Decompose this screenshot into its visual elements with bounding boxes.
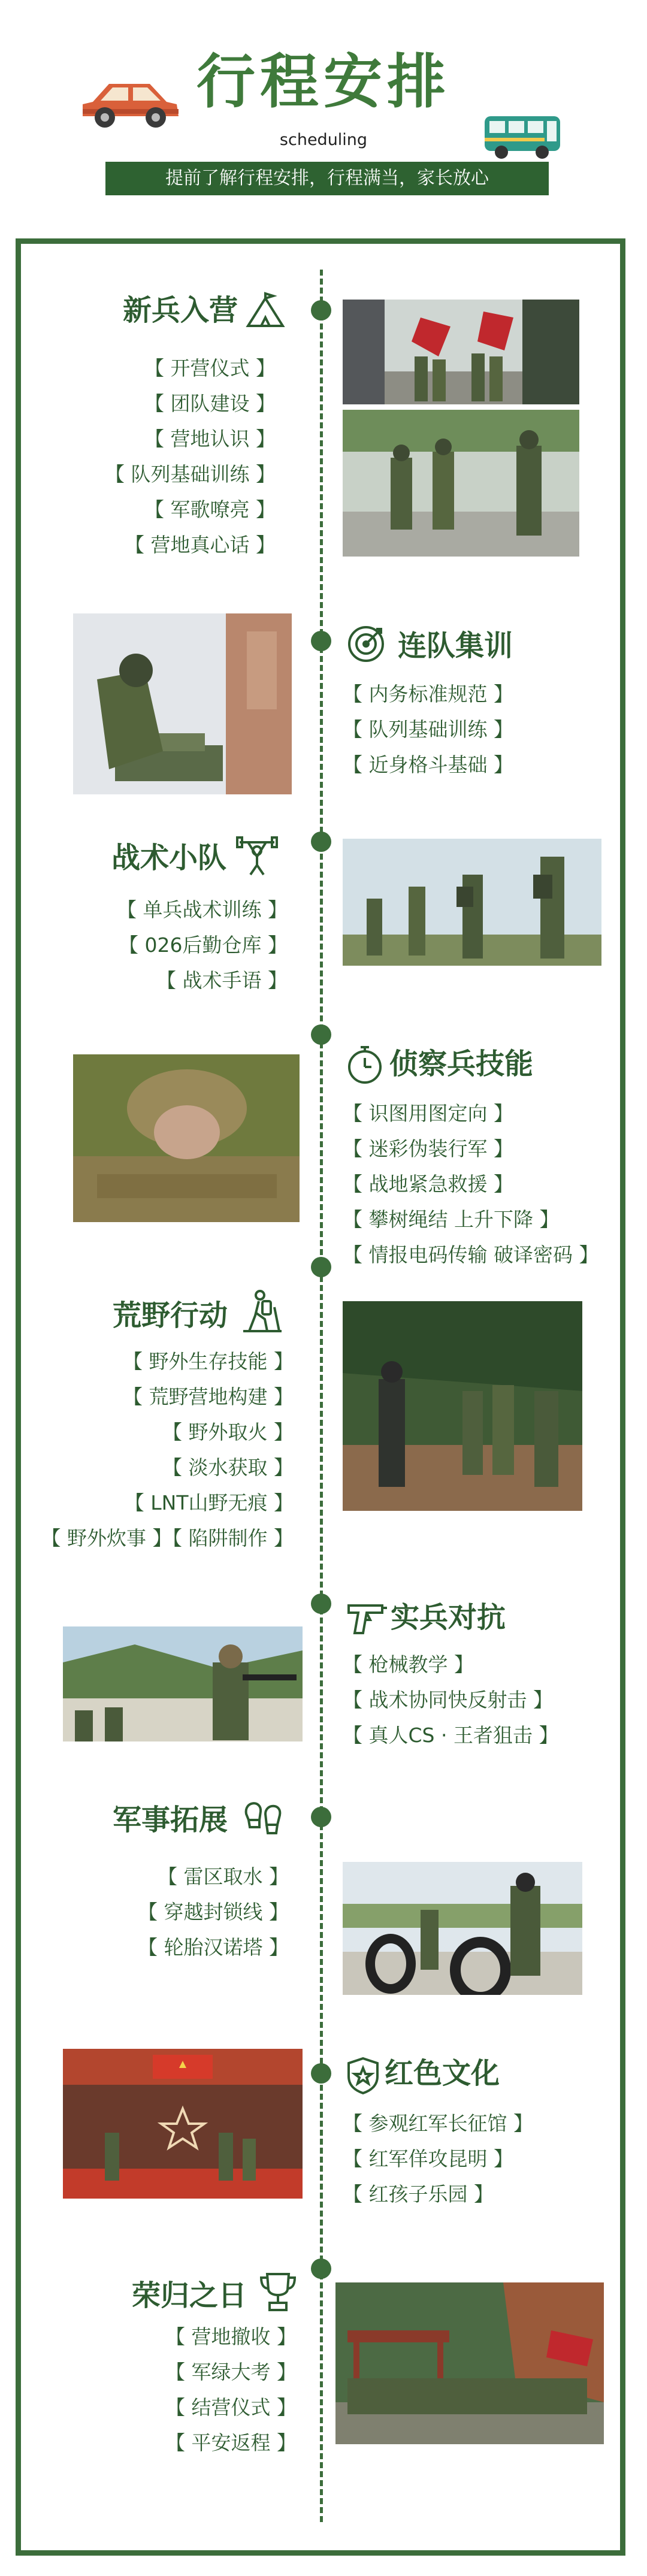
badge-icon — [346, 2056, 380, 2096]
list-item: 【 红孩子乐园 】 — [343, 2182, 494, 2206]
section-title: 红色文化 — [385, 2057, 500, 2090]
photo-formation — [343, 410, 579, 557]
list-item: 【 真人CS · 王者狙击 】 — [343, 1724, 559, 1747]
list-item: 【 026后勤仓库 】 — [119, 933, 288, 957]
list-item: 【 攀树绳结 上升下降 】 — [343, 1208, 560, 1231]
timeline-dot — [311, 1807, 331, 1827]
list-item: 【 队列基础训练 】 — [343, 718, 513, 741]
section-title: 荣归之日 — [132, 2279, 247, 2312]
photo-tire-relay — [343, 1862, 582, 1995]
photo-tactical-training — [343, 839, 601, 966]
list-item: 【 识图用图定向 】 — [343, 1102, 513, 1125]
list-item: 【 荒野营地构建 】 — [123, 1385, 294, 1408]
list-item: 【 军歌嘹亮 】 — [144, 498, 276, 521]
photo-shooting-practice — [63, 1626, 303, 1741]
gun-icon — [346, 1597, 388, 1637]
list-item: 【 军绿大考 】 — [165, 2360, 297, 2384]
timeline-dot — [311, 1594, 331, 1614]
list-item: 【 开营仪式 】 — [144, 356, 276, 380]
timeline-dot — [311, 631, 331, 651]
timeline-dot — [311, 1024, 331, 1045]
photo-red-army-museum — [63, 2049, 303, 2199]
timeline-dot — [311, 2063, 331, 2084]
timeline-line — [320, 270, 323, 2522]
section-title: 实兵对抗 — [391, 1601, 506, 1634]
list-item: 【 迷彩伪装行军 】 — [343, 1137, 513, 1160]
fitness-icon — [236, 835, 278, 877]
section-title: 荒野行动 — [113, 1299, 228, 1332]
list-item: 【 平安返程 】 — [165, 2431, 297, 2454]
list-item: 【 雷区取水 】 — [158, 1865, 289, 1888]
tent-icon — [246, 291, 285, 329]
intro-banner: 提前了解行程安排，行程满当，家长放心 — [105, 162, 549, 195]
list-item: 【 野外取火 】 — [162, 1420, 294, 1444]
list-item: 【 近身格斗基础 】 — [343, 753, 513, 776]
list-item: 【 结营仪式 】 — [165, 2396, 297, 2419]
photo-camouflage — [73, 1054, 300, 1222]
page-title: 行程安排 — [196, 48, 451, 116]
list-item: 【 情报电码传输 破译密码 】 — [343, 1243, 599, 1266]
photo-flag-ceremony — [343, 300, 579, 404]
list-item: 【 野外生存技能 】 — [123, 1350, 294, 1373]
list-item: 【 单兵战术训练 】 — [117, 898, 288, 921]
target-icon — [346, 624, 386, 664]
timeline-dot — [311, 832, 331, 852]
list-item: 【 LNT山野无痕 】 — [124, 1491, 294, 1514]
timeline-dot — [311, 1257, 331, 1277]
list-item: 【 队列基础训练 】 — [105, 462, 276, 486]
photo-group-graduation — [335, 2282, 604, 2444]
list-item: 【 野外炊事 】【 陷阱制作 】 — [41, 1526, 294, 1550]
list-item: 【 枪械教学 】 — [343, 1653, 474, 1676]
clock-icon — [346, 1045, 383, 1084]
list-item: 【 淡水获取 】 — [162, 1456, 294, 1479]
photo-wilderness-march — [343, 1301, 582, 1511]
section-title: 军事拓展 — [113, 1803, 228, 1837]
list-item: 【 战术协同快反射击 】 — [343, 1688, 553, 1712]
hiking-icon — [241, 1289, 284, 1334]
list-item: 【 战术手语 】 — [156, 969, 288, 992]
list-item: 【 团队建设 】 — [144, 392, 276, 415]
timeline-dot — [311, 300, 331, 321]
boxing-icon — [241, 1796, 285, 1838]
list-item: 【 红军佯攻昆明 】 — [343, 2147, 513, 2170]
list-item: 【 内务标准规范 】 — [343, 682, 513, 706]
list-item: 【 轮胎汉诺塔 】 — [138, 1936, 289, 1959]
list-item: 【 营地真心话 】 — [125, 533, 276, 557]
section-title: 连队集训 — [398, 629, 513, 663]
timeline-dot — [311, 2258, 331, 2279]
section-title: 侦察兵技能 — [389, 1047, 534, 1081]
section-title: 新兵入营 — [123, 294, 238, 327]
bus-icon — [482, 113, 563, 161]
photo-bed-making — [73, 613, 292, 794]
section-title: 战术小队 — [111, 841, 227, 875]
list-item: 【 穿越封锁线 】 — [138, 1900, 289, 1924]
trophy-icon — [259, 2272, 297, 2312]
list-item: 【 参观红军长征馆 】 — [343, 2112, 533, 2135]
page-subtitle: scheduling — [279, 131, 368, 149]
list-item: 【 营地撤收 】 — [165, 2325, 297, 2348]
list-item: 【 营地认识 】 — [144, 427, 276, 451]
list-item: 【 战地紧急救援 】 — [343, 1172, 513, 1196]
